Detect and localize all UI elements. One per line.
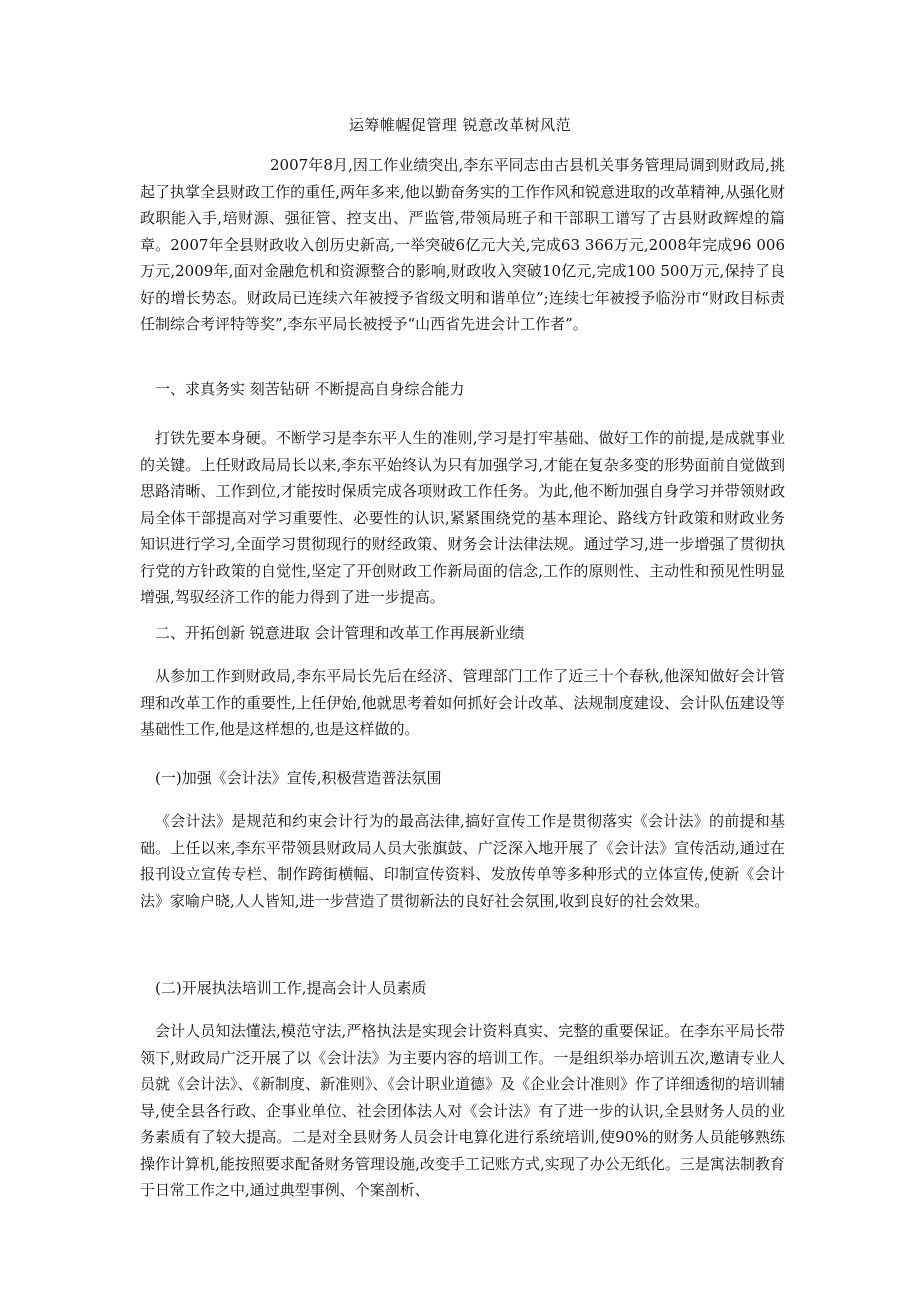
section2-heading: 二、开拓创新 锐意进取 会计管理和改革工作再展新业绩 [155,624,525,642]
section1-heading: 一、求真务实 刻苦钻研 不断提高自身综合能力 [155,380,465,398]
subsection1-paragraph: 《会计法》是规范和约束会计行为的最高法律,搞好宣传工作是贯彻落实《会计法》的前提和基础。上任以来,李东平带领县财政局人员大张旗鼓、广泛深入地开展了《会计法》宣传活动,通过在报刊设立宣传专栏、制作跨街横幅、印制宣传资料、发放传单等多种形式的立体宣传,使新《会计法》家喻户晓,人人皆知,进一步营造了贯彻新法的良好社会氛围,收到良好的社会效果。 [140,812,785,910]
document-title: 运筹帷幄促管理 锐意改革树风范 [348,116,572,134]
section2-paragraph: 从参加工作到财政局,李东平局长先后在经济、管理部门工作了近三十个春秋,他深知做好会计管理和改革工作的重要性,上任伊始,他就思考着如何抓好会计改革、法规制度建设、会计队伍建设等基础性工作,他是这样想的,也是这样做的。 [140,667,785,738]
subsection1-heading: (一)加强《会计法》宣传,积极营造普法氛围 [155,769,442,787]
section1-paragraph: 打铁先要本身硬。不断学习是李东平人生的准则,学习是打牢基础、做好工作的前提,是成就事业的关键。上任财政局局长以来,李东平始终认为只有加强学习,才能在复杂多变的形势面前自觉做到思路清晰、工作到位,才能按时保质完成各项财政工作任务。为此,他不断加强自身学习并带领财政局全体干部提高对学习重要性、必要性的认识,紧紧围绕党的基本理论、路线方针政策和财政业务知识进行学习,全面学习贯彻现行的财经政策、财务会计法律法规。通过学习,进一步增强了贯彻执行党的方针政策的自觉性,坚定了开创财政工作新局面的信念,工作的原则性、主动性和预见性明显增强,驾驭经济工作的能力得到了进一步提高。 [140,429,785,606]
subsection2-heading: (二)开展执法培训工作,提高会计人员素质 [155,979,427,997]
subsection2-paragraph: 会计人员知法懂法,模范守法,严格执法是实现会计资料真实、完整的重要保证。在李东平局长带领下,财政局广泛开展了以《会计法》为主要内容的培训工作。一是组织举办培训五次,邀请专业人员就《会计法》、《新制度、新准则》、《会计职业道德》及《企业会计准则》作了详细透彻的培训辅导,使全县各行政、企事业单位、社会团体法人对《会计法》有了进一步的认识,全县财务人员的业务素质有了较大提高。二是对全县财务人员会计电算化进行系统培训,使90%的财务人员能够熟练操作计算机,能按照要求配备财务管理设施,改变手工记账方式,实现了办公无纸化。三是寓法制教育于日常工作之中,通过典型事例、个案剖析、 [140,1022,786,1199]
intro-paragraph: 2007年8月,因工作业绩突出,李东平同志由古县机关事务管理局调到财政局,挑起了执掌全县财政工作的重任,两年多来,他以勤奋务实的工作作风和锐意进取的改革精神,从强化财政职能入手,培财源、强征管、控支出、严监管,带领局班子和干部职工谱写了古县财政辉煌的篇章。2007年全县财政收入创历史新高,一举突破6亿元大关,完成63 366万元,2008年完成96 006万元,2009年,面对金融危机和资源整合的影响,财政收入突破10亿元,完成100 500万元,保持了良好的增长势态。财政局已连续六年被授予省级文明和谐单位”;连续七年被授予临汾市“财政目标责任制综合考评特等奖”,李东平局长被授予“山西省先进会计工作者”。 [140,156,785,333]
